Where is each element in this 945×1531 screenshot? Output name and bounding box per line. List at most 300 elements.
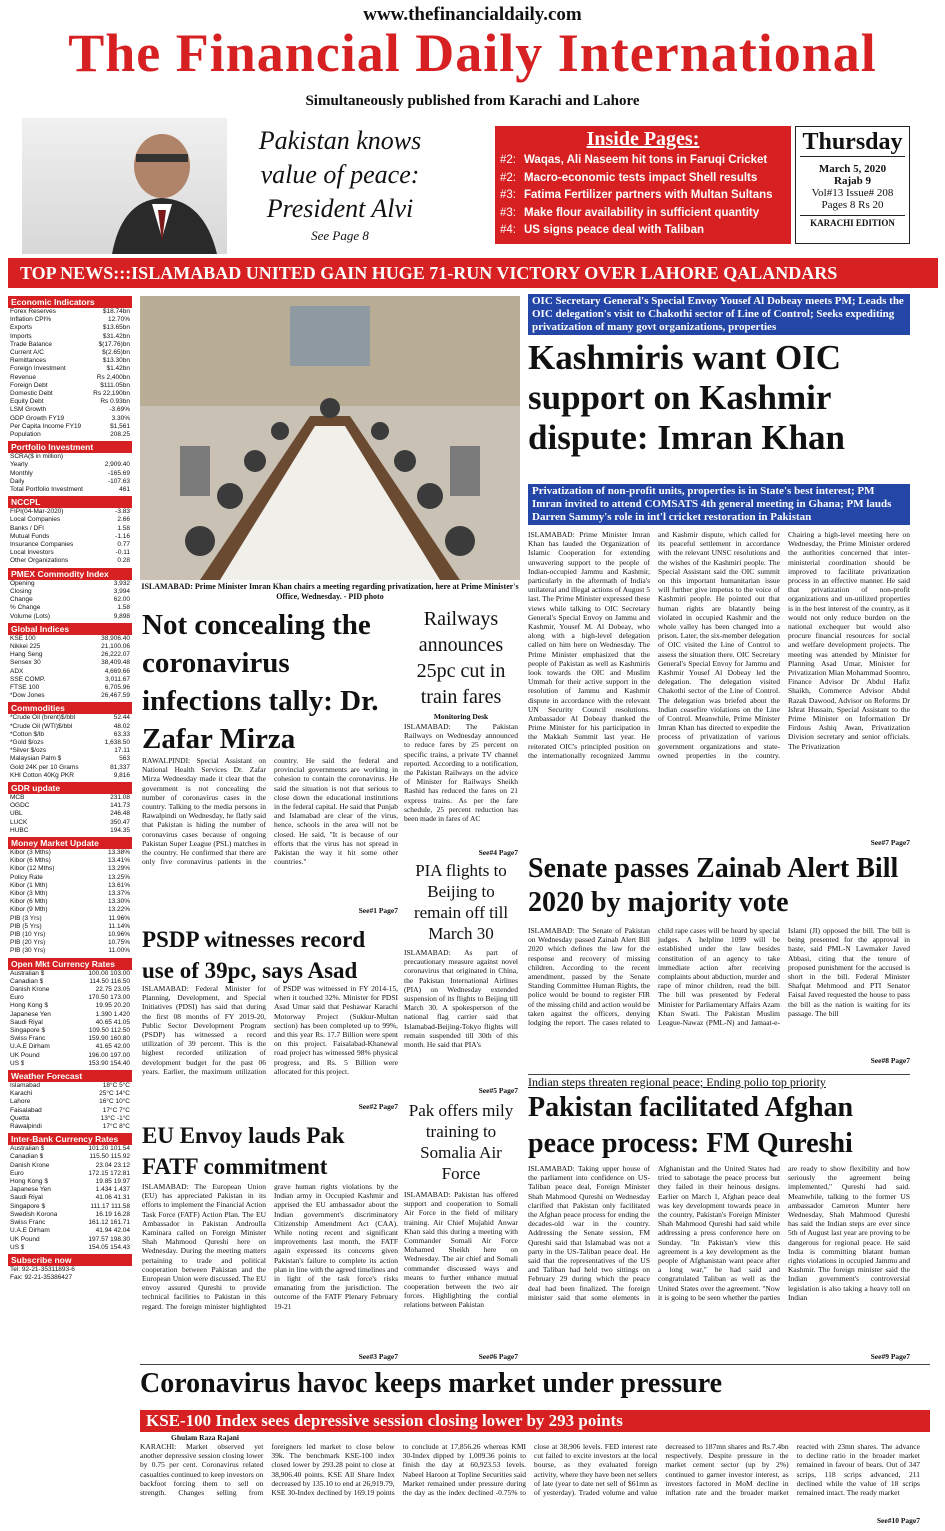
sidebar-row-label: Singapore $ [10, 1202, 46, 1210]
sidebar-row-value: 1,638.50 [104, 738, 130, 746]
sidebar-row [8, 382, 132, 390]
senate-body: ISLAMABAD: The Senate of Pakistan on Wednesday passed Zainab Alert Bill 2020 which defines the law for the response and recovery of missing children. According to the recent amendment, passed by the Senate Standing Committee Human Rights, the police would be bound to register FIR of the missing child and action would be taken against the officers, denying lodging the report. The cases related to child rape cases will be heard by special judges. A helpline 1099 will be established under the law besides constitution of an agency to take immediate action after receiving complaints about abduction, murder and rape of minor children, read the bill. The bill was presented by Federal Minister for Parliamentary Affairs Azam Khan Swati. The Pakistan Muslim League-Nawaz (PML-N) and Jamaat-e-Islami (JI) opposed the bill. The bill is being presented for the approval in haste, said PML-N Lawmaker Javed Abbasi, citing that the tenure of proposed punishment for the accused is short in the bill. Federal Minister Shafqat Mehmood and PTI Senator Faisal Javed requested the house to pass the bill as the nation is waiting for its passage. The bill [528, 926, 910, 1028]
sidebar-row [8, 1098, 132, 1106]
sidebar-row [8, 525, 132, 533]
sidebar-row [8, 533, 132, 541]
inside-page-text: Make flour availability in sufficient quantity [524, 206, 760, 219]
sidebar-row [8, 643, 132, 651]
sidebar-row [8, 755, 132, 763]
psdp-see-link[interactable]: See#2 Page7 [358, 1102, 398, 1111]
sidebar-row-label: Yearly [10, 461, 28, 469]
sidebar-row-label: UK Pound [10, 1235, 40, 1243]
sidebar-row-label: Kibor (6 Mths) [10, 857, 51, 865]
sidebar-row [8, 613, 132, 621]
sidebar-row-label: Malaysian Palm $ [10, 755, 62, 763]
sidebar-row-value: 1.58 [117, 604, 130, 612]
sidebar-row-value: 19.95 20.20 [95, 1002, 130, 1010]
sidebar-row-label: KHI Cotton 40Kg PKR [10, 771, 74, 779]
sidebar-row [8, 978, 132, 986]
market-sidebar [8, 294, 132, 1282]
sidebar-row-label: Faisalabad [10, 1106, 42, 1114]
sidebar-row-label: Foreign Investment [10, 365, 66, 373]
sidebar-row-label: Hang Seng [10, 651, 43, 659]
afghan-kicker: Indian steps threaten regional peace; Ending polio top priority [528, 1075, 826, 1089]
inside-page-item[interactable] [500, 189, 790, 207]
sidebar-row [8, 923, 132, 931]
sidebar-row-value: 159.90 160.80 [88, 1035, 130, 1043]
sidebar-row [8, 651, 132, 659]
sidebar-row-value: 11.14% [108, 922, 130, 930]
sidebar-row-value: 23.04 23.12 [95, 1161, 130, 1169]
sidebar-row-label: Insurance Companies [10, 541, 74, 549]
sidebar-row-label: Equity Debt [10, 398, 44, 406]
sidebar-row [8, 849, 132, 857]
sidebar-row-label: Swedish Korona [10, 1210, 58, 1218]
kashmir-summary-bar: Privatization of non-profit units, properties is in State's best interest; PM Imran invited to attend COMSATS 4th general meeting in Ghana; PM lauds Darren Sammy's role in int'l cricket restoration in Pakistan [528, 484, 910, 525]
sidebar-row-label: U.A.E Dirham [10, 1043, 50, 1051]
senate-see-link[interactable]: See#8 Page7 [870, 1056, 910, 1065]
sidebar-row-value: Rs 2,400bn [96, 373, 130, 381]
sidebar-row [8, 1227, 132, 1235]
inside-pages-title: Inside Pages: [586, 128, 700, 150]
sidebar-row [8, 939, 132, 947]
sidebar-row [8, 1194, 132, 1202]
pia-see-link[interactable]: See#5 Page7 [478, 1086, 518, 1095]
market-headline[interactable]: Coronavirus havoc keeps market under pressure [140, 1368, 723, 1399]
sidebar-row-value: 26,222.07 [101, 651, 130, 659]
sidebar-row-value: 40.65 41.05 [95, 1018, 130, 1026]
sidebar-section-title: NCCPL [8, 496, 132, 508]
sidebar-row [8, 931, 132, 939]
sidebar-row-label: Kibor (3 Mth) [10, 889, 48, 897]
sidebar-row [8, 341, 132, 349]
railways-byline: Monitoring Desk [433, 712, 489, 721]
sidebar-row [8, 676, 132, 684]
sidebar-row-value: 13°C -1°C [100, 1114, 130, 1122]
somalia-headline[interactable]: Pak offers mily training to Somalia Air Force [408, 1101, 514, 1183]
sidebar-row [8, 1082, 132, 1090]
sidebar-row-label: Closing [10, 587, 32, 595]
sidebar-row [8, 794, 132, 802]
sidebar-row-label: Hong Kong $ [10, 1002, 48, 1010]
sidebar-row [8, 1203, 132, 1211]
divider [140, 1364, 930, 1365]
dateline-volume: Vol#13 Issue# 208 [811, 187, 894, 199]
sidebar-row-value: 196.00 197.00 [88, 1051, 130, 1059]
sidebar-row [8, 947, 132, 955]
sidebar-row-label: Population [10, 431, 41, 439]
sidebar-row-value: Rs 0.93bn [100, 398, 130, 406]
sidebar-row-label: Sensex 30 [10, 659, 41, 667]
sidebar-row-label: LSM Growth [10, 406, 47, 414]
sidebar-row [8, 316, 132, 324]
sidebar-row-label: Kibor (9 Mth) [10, 906, 48, 914]
sidebar-row-label: Local Investors [10, 549, 54, 557]
sidebar-row-label: LUCK [10, 818, 28, 826]
sidebar-row-value: 13.25% [107, 873, 130, 881]
railways-see-link[interactable]: See#4 Page7 [478, 848, 518, 857]
sidebar-row-label: Rawalpindi [10, 1123, 42, 1131]
sidebar-row [8, 714, 132, 722]
sidebar-section-title: Money Market Update [8, 837, 132, 849]
lead-headline-line: President Alvi [266, 194, 414, 223]
sidebar-row-value: -1.16 [115, 532, 130, 540]
sidebar-row-label: *Dow Jones [10, 692, 45, 700]
sidebar-row-value: 3,994 [113, 587, 130, 595]
sidebar-row-value: 0.77 [117, 541, 130, 549]
dateline-edition: KARACHI EDITION [800, 215, 905, 228]
sidebar-row-label: Volume (Lots) [10, 612, 51, 620]
site-url[interactable]: www.thefinancialdaily.com [363, 4, 582, 25]
sidebar-row [8, 357, 132, 365]
inside-page-text: Fatima Fertilizer partners with Multan Sultans [524, 189, 773, 201]
sidebar-row-value: 13.22% [107, 906, 130, 914]
sidebar-row-label: Domestic Debt [10, 390, 53, 398]
sidebar-row-label: Swiss Franc [10, 1219, 46, 1227]
sidebar-row-label: Karachi [10, 1090, 33, 1098]
sidebar-row [8, 390, 132, 398]
sidebar-row-label: Islamabad [10, 1082, 40, 1090]
sidebar-row-value: 48.02 [113, 722, 130, 730]
psdp-headline[interactable]: PSDP witnesses record use of 39pc, says Asad [142, 927, 366, 983]
sidebar-row-value: 18°C 5°C [102, 1082, 130, 1090]
sidebar-row [8, 486, 132, 494]
sidebar-row [8, 1107, 132, 1115]
sidebar-row [8, 453, 132, 461]
sidebar-row-value: $18.74bn [102, 308, 130, 315]
lead-headline[interactable] [235, 124, 445, 226]
pia-headline[interactable]: PIA flights to Beijing to remain off till March 30 [413, 861, 509, 943]
sidebar-row-label: Danish Krone [10, 1161, 50, 1169]
sidebar-row-value: 100.00 103.00 [88, 969, 130, 977]
sidebar-row [8, 374, 132, 382]
psdp-body: ISLAMABAD: Federal Minister for Planning, Development, and Special Initiatives (PDSI) has said that during the first 08 months of FY 2019-20, Public Sector Development Program (PSDP) has witnessed a record utilization of 39 percent. This is the highest recorded utilization of development budget for the past 06 years. Earlier, the maximum utilization of PSDP was witnessed in FY 2014-15, when it touched 32%. Minister for PDSI Asad Umar said that Peshawar Karachi Motorway Project (Sukkur-Multan section) has been completed up to 99%, and this year Rs. 17.7 Billion were spent on this project. Faisalabad-Khanewal road project has witnessed 98% physical progress, and Rs. 5 Billion were allocated for this project. [142, 984, 398, 1076]
sidebar-row-value: 3.30% [111, 414, 130, 422]
sidebar-row [8, 1244, 132, 1252]
sidebar-row-label: Revenue [10, 373, 37, 381]
sidebar-row-label: ADX [10, 667, 24, 675]
inside-page-item[interactable] [500, 154, 790, 172]
railways-headline[interactable]: Railways announces 25pc cut in train fares [416, 608, 506, 708]
sidebar-row-label: Saudi Riyal [10, 1018, 43, 1026]
dateline-date: March 5, 2020 [818, 163, 887, 175]
sidebar-row-label: Other Organizations [10, 557, 69, 565]
sidebar-row-label: OGDC [10, 802, 30, 810]
sidebar-section-title: PMEX Commodity Index [8, 568, 132, 580]
kashmir-headline[interactable]: Kashmiris want OIC support on Kashmir dispute: Imran Khan [528, 338, 846, 457]
sidebar-row-label: Australian $ [10, 1145, 45, 1153]
afghan-see-link[interactable]: See#9 Page7 [870, 1352, 910, 1361]
sidebar-row [8, 827, 132, 835]
sidebar-row-label: UBL [10, 810, 23, 818]
sidebar-row-value: 38,906.40 [101, 634, 130, 642]
sidebar-row-label: Opening [10, 579, 35, 587]
sidebar-row-label: Canadian $ [10, 977, 44, 985]
market-byline: Ghulam Raza Rajani [171, 1433, 239, 1442]
inside-page-number: #4: [500, 224, 516, 236]
sidebar-row [8, 365, 132, 373]
sidebar-row-value: 11.96% [108, 914, 130, 922]
sidebar-row-label: Exports [10, 324, 33, 332]
sidebar-row-value: 26,467.59 [101, 692, 130, 700]
sidebar-row [8, 865, 132, 873]
sidebar-row-value: 154.05 154.43 [88, 1243, 130, 1251]
sidebar-row [8, 1019, 132, 1027]
eu-see-link[interactable]: See#3 Page7 [358, 1352, 398, 1361]
sidebar-row-value: 1.58 [117, 524, 130, 532]
sidebar-row [8, 1236, 132, 1244]
sidebar-row [8, 1035, 132, 1043]
sidebar-row [8, 1043, 132, 1051]
sidebar-row [8, 1211, 132, 1219]
sidebar-row [8, 731, 132, 739]
sidebar-row-label: Total Portfolio Investment [10, 486, 83, 494]
sidebar-row-value: 16°C 10°C [99, 1098, 130, 1106]
sidebar-row-value: 1.434 1.437 [95, 1186, 130, 1194]
sidebar-row [8, 1266, 132, 1274]
dateline-pages: Pages 8 Rs 20 [821, 199, 884, 211]
market-see-link[interactable]: See#10 Page7 [876, 1516, 920, 1525]
sidebar-row-value: 41.94 42.04 [95, 1227, 130, 1235]
meeting-photo [140, 296, 520, 580]
sidebar-row [8, 1170, 132, 1178]
sidebar-row [8, 1027, 132, 1035]
sidebar-row-value: 2,909.40 [104, 461, 130, 469]
sidebar-row-value: 172.15 172.81 [88, 1169, 130, 1177]
see-page-link[interactable]: See Page 8 [311, 228, 369, 243]
sidebar-row-label: US $ [10, 1243, 25, 1251]
sidebar-row-label: Inflation CPI% [10, 316, 52, 324]
sidebar-row [8, 1060, 132, 1068]
sidebar-row [8, 557, 132, 565]
sidebar-row [8, 541, 132, 549]
sidebar-row-value: 13.61% [107, 881, 130, 889]
sidebar-row-value: 16.19 16.28 [95, 1210, 130, 1218]
sidebar-row [8, 819, 132, 827]
sidebar-section-title: Global Indices [8, 623, 132, 635]
sidebar-row [8, 723, 132, 731]
sidebar-row-value: 350.47 [110, 818, 130, 826]
sidebar-row-value: 101.20 101.54 [88, 1145, 130, 1153]
eu-headline[interactable]: EU Envoy lauds Pak FATF commitment [142, 1123, 345, 1179]
sidebar-row [8, 431, 132, 439]
sidebar-row [8, 915, 132, 923]
sidebar-row-value: 153.90 154.40 [88, 1059, 130, 1067]
sidebar-row [8, 349, 132, 357]
sidebar-row-label: KSE 100 [10, 634, 36, 642]
sidebar-row [8, 406, 132, 414]
sidebar-row-value: 11.00% [108, 947, 130, 955]
sidebar-row-value: 3,011.67 [105, 675, 130, 683]
sidebar-row-value: $1.42bn [106, 365, 130, 373]
sidebar-row-label: Mutual Funds [10, 532, 50, 540]
sidebar-row-label: *Gold $/ozs [10, 738, 44, 746]
masthead: The Financial Daily International [68, 23, 877, 83]
sidebar-row-value: 10.96% [107, 931, 130, 938]
sidebar-row-value: 62.00 [113, 596, 130, 604]
inside-page-item[interactable] [500, 224, 790, 242]
sidebar-row-label: U.A.E Dirham [10, 1227, 50, 1235]
sidebar-row-value: 141.73 [110, 802, 130, 810]
top-news-bar[interactable]: TOP NEWS:::ISLAMABAD UNITED GAIN HUGE 71-RUN VICTORY OVER LAHORE QALANDARS [8, 258, 938, 288]
sidebar-row-value: 246.48 [110, 810, 130, 818]
sidebar-row-value: 563 [119, 755, 130, 763]
sidebar-row-value: -165.69 [107, 469, 130, 477]
mirza-headline[interactable]: Not concealing the coronavirus infections tally: Dr. Zafar Mirza [142, 609, 379, 755]
sidebar-row [8, 1090, 132, 1098]
sidebar-row [8, 1002, 132, 1010]
sidebar-row [8, 970, 132, 978]
sidebar-row [8, 423, 132, 431]
sidebar-section-title: Commodities [8, 702, 132, 714]
inside-page-number: #3: [500, 206, 516, 219]
sidebar-row [8, 308, 132, 316]
inside-page-number: #3: [500, 189, 516, 201]
sidebar-row-value: Rs 22,190bn [93, 390, 130, 398]
sidebar-section-title: Subscribe now [8, 1254, 132, 1266]
sidebar-section-title: Portfolio Investment [8, 441, 132, 453]
sidebar-row-value: 6,705.96 [104, 683, 130, 691]
sidebar-row-label: PIB (10 Yrs) [10, 931, 46, 938]
sidebar-row [8, 802, 132, 810]
sidebar-row-label: Trade Balance [10, 340, 53, 348]
sidebar-row-value: 81,337 [110, 763, 130, 771]
sidebar-row [8, 516, 132, 524]
sidebar-row-label: Kibor (6 Mth) [10, 898, 48, 906]
mirza-body: RAWALPINDI: Special Assistant on National Health Services Dr. Zafar Mirza Wednesday made it clear that the government is not concealing the number of coronavirus cases in the country. Talking to the media persons in Rawalpindi on Wednesday, he flatly said that Pakistan is hiding the number of coronavirus cases because of ongoing Pakistan Super League (PSL) matches in the country. He confirmed that there are only five coronavirus patients in the country. He said the federal and provincial governments are working in cohesion to contain the coronavirus. He said the situation is not that serious to close down the educational institutions in the federal capital. He said that Punjab and Islamabad are clear of the virus, hence, schools in the area will not be closed. He said, "It is because of our efforts that the virus has not spread in Pakistan the way it hit some other countries." [142, 756, 398, 867]
sidebar-row-value: 19.85 19.97 [95, 1178, 130, 1186]
sidebar-row-value: 111.17 111.58 [90, 1202, 130, 1210]
sidebar-section-title: Economic Indicators [8, 296, 132, 308]
photo-caption: ISLAMABAD: Prime Minister Imran Khan chairs a meeting regarding privatization, here at Prime Minister's Office, Wednesday. - PID photo [141, 582, 519, 601]
sidebar-row-value: 231.08 [110, 793, 130, 801]
inside-page-item[interactable] [500, 172, 790, 190]
sidebar-row [8, 692, 132, 700]
kashmir-body: ISLAMABAD: Prime Minister Imran Khan has lauded the Organization of Islamic Cooperation for extending unwavering support to the people of Indian-occupied Jammu and Kashmir, particularly in the aftermath of India's unilateral and illegal actions of August 5 last. The Prime Minister expressed these views while talking to OIC Secretary General's Special Envoy on Jammu and Kashmir, Yousef M. Al Dobeay, who along with a high-level delegation called on him here on Wednesday. The Prime Minister emphasized that the people of Pakistan as well as Kashmiris look towards the OIC and Muslim Ummah for their active support in the resolution of Jammu and Kashmir dispute in accordance with the relevant UN Security Council resolutions. Ambassador Al Dobeay thanked the Prime Minister for his participation in the Makkah Summit last year. He reiterated OIC's principled position on the internationally recognized Jammu and Kashmir dispute, which called for its peaceful settlement in accordance with the relevant UNSC resolutions and the wishes of the Kashmiri people. The Special Assistant said the OIC summit on this important humanitarian issue will further give impetus to the voice of Kashmiri people. He pointed out that human rights are blatantly being violated in occupied Kashmir and the whole valley has been changed into a prison. Later, the six-member delegation of OIC visited the Line of Control to assess the situation there. OIC Secretary General's Special Envoy for Jammu and Kashmir Yousef Al Dobeay led the delegation. The delegation visited Chakothi sector of the Line of Control. The delegation was briefed about the Indian ceasefire violations on the Line of Control. Meanwhile, Prime Minister Imran Khan has directed to expedite the process of privatization of various government organizations and state-owned properties in the country. Chairing a high-level meeting here on Wednesday, the Prime Minister ordered the authorities concerned that inter-ministerial coordination should be improved to facilitate privatization process in an effective manner. He said that privatization of non-profit organizations and un-utilized properties is in the best interest of the country, as it would not only reduce burden on the national exchequer but would also procure financial resources for social and welfare development projects. The meeting was attended by Minister for Planning Asad Umar, Minister for Privatization Mian Mohammad Soomro, Finance Advisor Dr Abdul Hafiz Shaikh, Commerce Advisor Abdul Razak Dawood, Advisor on Reforms Dr Ishrat Hussain, Special Assistant to the Prime Minister on Information Dr Firdous Ashiq Awan, Privatization Division secretary and senior officials. The Privatization [528, 530, 910, 760]
sidebar-row-label: PIB (30 Yrs) [10, 947, 46, 955]
sidebar-row-value: 194.35 [110, 826, 130, 834]
sidebar-row-label: Change [10, 596, 33, 604]
sidebar-row-label: Hong Kong $ [10, 1178, 48, 1186]
sidebar-row-label: Danish Krone [10, 986, 50, 994]
sidebar-row-label: Australian $ [10, 969, 45, 977]
sidebar-row-value: $31.42bn [102, 332, 130, 340]
sidebar-row-label: MCB [10, 793, 25, 801]
sidebar-row-label: Japanese Yen [10, 1186, 51, 1194]
sidebar-section-title: Weather Forecast [8, 1070, 132, 1082]
sidebar-row [8, 772, 132, 780]
sidebar-row [8, 898, 132, 906]
sidebar-row [8, 659, 132, 667]
sidebar-row-label: Banks / DFI [10, 524, 44, 532]
sidebar-row-label: Nikkei 225 [10, 642, 41, 650]
sidebar-row-value: $13.65bn [102, 324, 130, 332]
sidebar-row-label: Gold 24K per 10 Grams [10, 763, 79, 771]
sidebar-row-value: 13.30% [107, 898, 130, 906]
sidebar-row [8, 1219, 132, 1227]
mirza-see-link[interactable]: See#1 Page7 [358, 906, 398, 915]
sidebar-row-value: $1,561 [110, 422, 130, 430]
sidebar-row-value: 25°C 14°C [99, 1090, 130, 1098]
sidebar-row-label: Policy Rate [10, 873, 43, 881]
sidebar-row-value: 38,409.48 [101, 659, 130, 667]
railways-body: ISLAMABAD: The Pakistan Railways on Wednesday announced to reduce fares by 25 percent on specific trains, a private TV channel reported. According to a notification, the Pakistan Railways on the advice of Minister for Railways Sheikh Rashid has reduced the fares on 21 express trains. As per the fare schedule, 25 percent reduction has been made in fares of AC [404, 722, 518, 824]
sidebar-row [8, 1145, 132, 1153]
pia-body: ISLAMABAD: As part of precautionary measure against novel coronavirus that originated in China, the Pakistan International Airlines (PIA) on Wednesday extended suspension of its flights to Beijing till March 30. A spokesperson of the national flag carrier said that Islamabad-Beijing-Tokyo flights will remain suspended till 30th of this month. He said that PIA's [404, 948, 518, 1050]
sidebar-row-value: 9,816 [113, 771, 130, 779]
sidebar-row-value: 9,898 [113, 612, 130, 620]
sidebar-row-label: Remittances [10, 357, 47, 365]
sidebar-row-label: Saudi Riyal [10, 1194, 43, 1202]
sidebar-row [8, 874, 132, 882]
market-subhead: KSE-100 Index sees depressive session closing lower by 293 points [140, 1410, 930, 1432]
sidebar-row-value: 197.57 198.30 [88, 1235, 130, 1243]
sidebar-section-title: GDR update [8, 782, 132, 794]
sidebar-row-label: SSE COMP. [10, 675, 46, 683]
senate-headline[interactable]: Senate passes Zainab Alert Bill 2020 by majority vote [528, 853, 899, 918]
sidebar-row [8, 986, 132, 994]
inside-page-number: #2: [500, 171, 516, 184]
sidebar-row [8, 333, 132, 341]
sidebar-row-value: 13.41% [107, 857, 130, 865]
sidebar-row-value: 13.29% [107, 865, 130, 873]
sidebar-row [8, 398, 132, 406]
sidebar-row-value: 22.75 23.05 [95, 986, 130, 994]
sidebar-row [8, 1153, 132, 1161]
sidebar-row-label: Monthly [10, 469, 33, 477]
tagline: Simultaneously published from Karachi and Lahore [305, 93, 640, 109]
sidebar-row-value: 1.390 1.420 [95, 1010, 130, 1018]
inside-page-number: #2: [500, 154, 516, 166]
sidebar-row-value: -3.69% [109, 406, 130, 414]
sidebar-row-label: Swiss Franc [10, 1035, 46, 1043]
sidebar-row-label: Kibor (12 Mths) [10, 865, 55, 873]
kashmir-see-link[interactable]: See#7 Page7 [870, 838, 910, 847]
sidebar-row-label: PIB (20 Yrs) [10, 939, 46, 947]
sidebar-row-value: 17.11 [114, 747, 130, 755]
sidebar-row-label: Lahore [10, 1098, 31, 1106]
inside-page-text: US signs peace deal with Taliban [524, 224, 705, 236]
sidebar-section-title: Inter-Bank Currency Rates [8, 1133, 132, 1145]
sidebar-row-label: Kibor (3 Mths) [10, 848, 51, 856]
sidebar-row [8, 580, 132, 588]
sidebar-row-label: Foreign Debt [10, 381, 48, 389]
sidebar-row [8, 508, 132, 516]
sidebar-row-label: Imports [10, 332, 32, 340]
sidebar-row [8, 764, 132, 772]
sidebar-row [8, 588, 132, 596]
sidebar-row-label: Local Companies [10, 516, 61, 524]
sidebar-row-value: 12.70% [107, 316, 130, 324]
sidebar-row [8, 1186, 132, 1194]
sidebar-row-label: US $ [10, 1059, 25, 1067]
afghan-headline[interactable]: Pakistan facilitated Afghan peace process: FM Qureshi [528, 1092, 854, 1159]
inside-page-item[interactable] [500, 207, 790, 225]
sidebar-row-value: -3.83 [115, 508, 130, 516]
sidebar-row-value: 115.50 115.92 [89, 1153, 130, 1161]
sidebar-row-label: PIB (5 Yrs) [10, 922, 42, 930]
sidebar-row-value: 52.44 [113, 714, 130, 722]
sidebar-row-label: Canadian $ [10, 1153, 44, 1161]
somalia-see-link[interactable]: See#6 Page7 [478, 1352, 518, 1361]
sidebar-row [8, 415, 132, 423]
sidebar-row-value: 114.50 116.50 [89, 977, 130, 985]
sidebar-row [8, 1178, 132, 1186]
sidebar-row-value: 109.50 112.50 [88, 1027, 130, 1035]
sidebar-row-label: Current A/C [10, 349, 44, 357]
sidebar-row-label: *Crude Oil (WTI)$/bbl [10, 722, 73, 730]
sidebar-row-label: Kibor (1 Mth) [10, 881, 48, 889]
